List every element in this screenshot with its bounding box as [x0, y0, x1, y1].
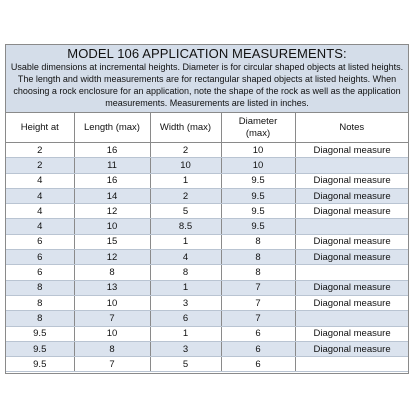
- cell-diameter: 8: [221, 250, 295, 265]
- cell-diameter: 10: [221, 158, 295, 173]
- cell-height: 9.5: [6, 326, 74, 341]
- cell-width: 1: [150, 326, 221, 341]
- cell-length: 10: [74, 326, 150, 341]
- cell-width: 5: [150, 204, 221, 219]
- column-header-diameter: Diameter (max): [221, 113, 295, 143]
- cell-width: 1: [150, 234, 221, 249]
- sheet-title: MODEL 106 APPLICATION MEASUREMENTS:: [67, 46, 347, 61]
- table-row: [6, 173, 408, 188]
- cell-height: 8: [6, 295, 74, 310]
- cell-notes: Diagonal measure: [295, 326, 408, 341]
- cell-length: 16: [74, 143, 150, 158]
- cell-diameter: 9.5: [221, 219, 295, 234]
- cell-height: 2: [6, 143, 74, 158]
- cell-notes: Diagonal measure: [295, 295, 408, 310]
- cell-height: 6: [6, 265, 74, 280]
- table-row: [6, 341, 408, 356]
- cell-diameter: 6: [221, 341, 295, 356]
- cell-diameter: 6: [221, 326, 295, 341]
- cell-width: 2: [150, 143, 221, 158]
- cell-notes: [295, 265, 408, 280]
- cell-height: 4: [6, 188, 74, 203]
- cell-diameter: 7: [221, 295, 295, 310]
- cell-width: 2: [150, 188, 221, 203]
- cell-width: 8.5: [150, 219, 221, 234]
- cell-length: 15: [74, 234, 150, 249]
- cell-width: 8: [150, 265, 221, 280]
- table-body: [6, 143, 408, 372]
- cell-height: 4: [6, 219, 74, 234]
- table-row: [6, 188, 408, 203]
- cell-length: 8: [74, 265, 150, 280]
- cell-width: 3: [150, 341, 221, 356]
- cell-length: 7: [74, 357, 150, 372]
- cell-notes: [295, 357, 408, 372]
- table-row: [6, 219, 408, 234]
- sheet-header: [6, 45, 408, 113]
- table-row: [6, 295, 408, 310]
- table-row: [6, 357, 408, 372]
- cell-width: 5: [150, 357, 221, 372]
- cell-notes: Diagonal measure: [295, 234, 408, 249]
- column-header-notes: Notes: [295, 113, 408, 143]
- cell-notes: [295, 158, 408, 173]
- cell-length: 11: [74, 158, 150, 173]
- cell-height: 8: [6, 311, 74, 326]
- cell-length: 12: [74, 250, 150, 265]
- cell-notes: Diagonal measure: [295, 204, 408, 219]
- table-row: [6, 204, 408, 219]
- cell-notes: Diagonal measure: [295, 188, 408, 203]
- table-row: [6, 234, 408, 249]
- column-header-length: Length (max): [74, 113, 150, 143]
- table-row: [6, 311, 408, 326]
- table-row: [6, 280, 408, 295]
- cell-height: 8: [6, 280, 74, 295]
- cell-diameter: 9.5: [221, 173, 295, 188]
- cell-notes: Diagonal measure: [295, 173, 408, 188]
- cell-height: 2: [6, 158, 74, 173]
- cell-notes: Diagonal measure: [295, 341, 408, 356]
- cell-height: 9.5: [6, 357, 74, 372]
- cell-width: 10: [150, 158, 221, 173]
- cell-height: 6: [6, 234, 74, 249]
- cell-length: 12: [74, 204, 150, 219]
- cell-diameter: 9.5: [221, 204, 295, 219]
- column-header-width: Width (max): [150, 113, 221, 143]
- cell-width: 3: [150, 295, 221, 310]
- cell-diameter: 7: [221, 311, 295, 326]
- cell-diameter: 8: [221, 234, 295, 249]
- cell-length: 10: [74, 219, 150, 234]
- cell-diameter: 8: [221, 265, 295, 280]
- table-row: [6, 250, 408, 265]
- table-row: [6, 143, 408, 158]
- cell-notes: Diagonal measure: [295, 280, 408, 295]
- cell-diameter: 9.5: [221, 188, 295, 203]
- measurements-table: [6, 113, 408, 372]
- cell-diameter: 10: [221, 143, 295, 158]
- measurements-sheet: [5, 44, 409, 374]
- cell-length: 16: [74, 173, 150, 188]
- cell-height: 6: [6, 250, 74, 265]
- cell-width: 1: [150, 173, 221, 188]
- cell-notes: [295, 219, 408, 234]
- cell-width: 1: [150, 280, 221, 295]
- cell-height: 9.5: [6, 341, 74, 356]
- cell-height: 4: [6, 204, 74, 219]
- cell-length: 7: [74, 311, 150, 326]
- table-row: [6, 265, 408, 280]
- cell-notes: [295, 311, 408, 326]
- cell-width: 6: [150, 311, 221, 326]
- cell-length: 8: [74, 341, 150, 356]
- cell-length: 10: [74, 295, 150, 310]
- table-header-row: [6, 113, 408, 143]
- cell-diameter: 7: [221, 280, 295, 295]
- cell-height: 4: [6, 173, 74, 188]
- cell-notes: Diagonal measure: [295, 250, 408, 265]
- cell-length: 13: [74, 280, 150, 295]
- cell-diameter: 6: [221, 357, 295, 372]
- table-row: [6, 158, 408, 173]
- cell-length: 14: [74, 188, 150, 203]
- column-header-height: Height at: [6, 113, 74, 143]
- table-row: [6, 326, 408, 341]
- cell-width: 4: [150, 250, 221, 265]
- cell-notes: Diagonal measure: [295, 143, 408, 158]
- sheet-description: Usable dimensions at incremental heights. Diameter is for circular shaped objects at listed heights. The length and width measurements are for rectangular shaped objects at listed heights. When choosing a rock enclosure for an application, note the shape of the rock as well as the application measurements. Measurements are listed in inches.: [10, 62, 404, 108]
